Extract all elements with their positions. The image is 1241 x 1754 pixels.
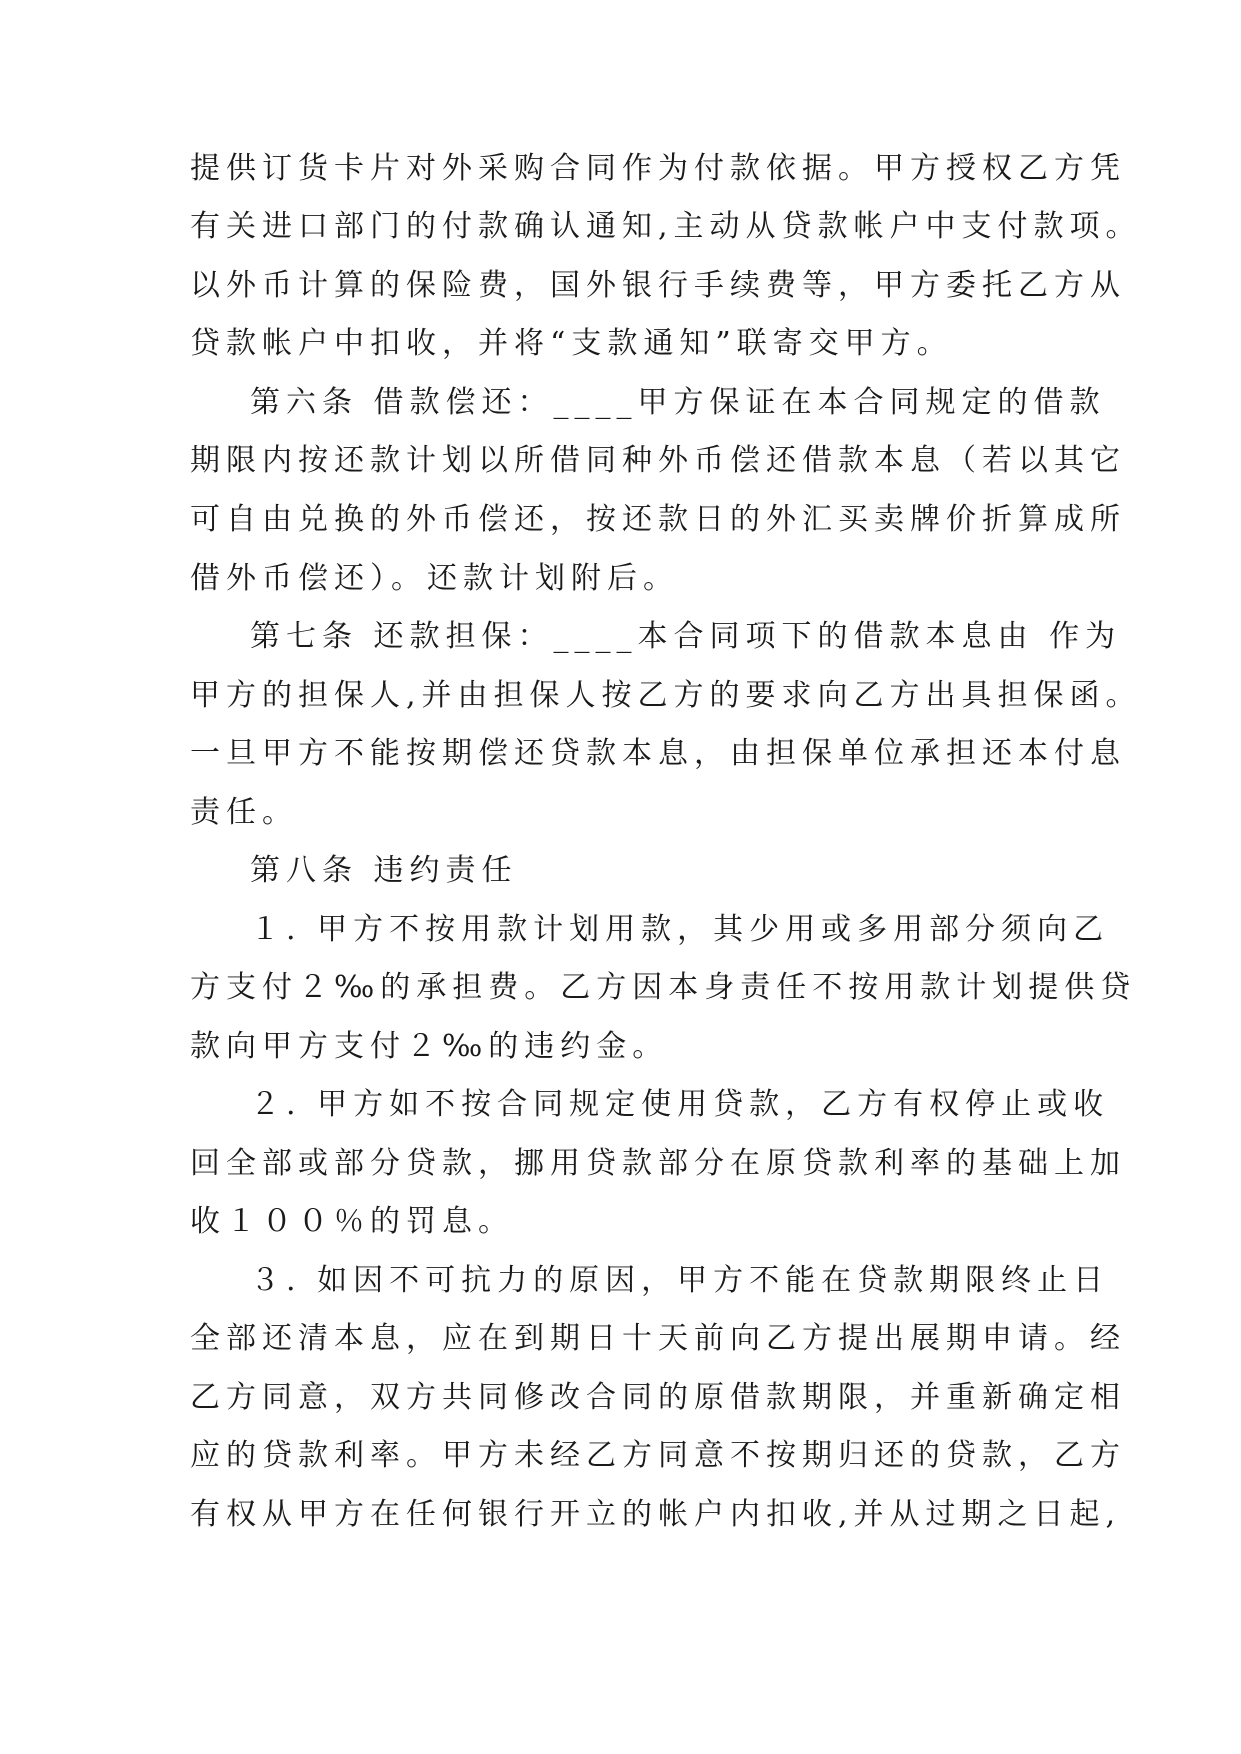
article-8-heading: 第八条 违约责任 [250, 853, 518, 888]
text-line: 全部还清本息，应在到期日十天前向乙方提出展期申请。经 [190, 1321, 1126, 1356]
text-line: 有权从甲方在任何银行开立的帐户内扣收,并从过期之日起, [190, 1497, 1122, 1532]
article-6-heading-line: 第六条 借款偿还：____甲方保证在本合同规定的借款 [250, 385, 1106, 420]
clause-2-line: ２. 甲方如不按合同规定使用贷款，乙方有权停止或收 [250, 1087, 1110, 1122]
text-line: 甲方的担保人,并由担保人按乙方的要求向乙方出具担保函。 [190, 678, 1142, 713]
text-line: 一旦甲方不能按期偿还贷款本息，由担保单位承担还本付息 [190, 736, 1126, 771]
text-line: 有关进口部门的付款确认通知,主动从贷款帐户中支付款项。 [190, 209, 1142, 244]
text-line: 期限内按还款计划以所借同种外币偿还借款本息（若以其它 [190, 443, 1126, 478]
clause-3-line: ３. 如因不可抗力的原因，甲方不能在贷款期限终止日 [250, 1263, 1110, 1298]
text-line: 责任。 [190, 795, 298, 830]
text-line: 方支付２‰的承担费。乙方因本身责任不按用款计划提供贷 [190, 970, 1137, 1005]
text-line: 以外币计算的保险费，国外银行手续费等，甲方委托乙方从 [190, 268, 1126, 303]
clause-1-line: １. 甲方不按用款计划用款，其少用或多用部分须向乙 [250, 912, 1110, 947]
text-line: 回全部或部分贷款，挪用贷款部分在原贷款利率的基础上加 [190, 1146, 1126, 1181]
article-7-heading-line: 第七条 还款担保：____本合同项下的借款本息由 作为 [250, 619, 1122, 654]
text-line: 应的贷款利率。甲方未经乙方同意不按期归还的贷款，乙方 [190, 1438, 1126, 1473]
text-line: 款向甲方支付２‰的违约金。 [190, 1029, 669, 1064]
text-line: 借外币偿还）。还款计划附后。 [190, 561, 679, 596]
text-line: 提供订货卡片对外采购合同作为付款依据。甲方授权乙方凭 [190, 151, 1126, 186]
text-line: 贷款帐户中扣收，并将“支款通知”联寄交甲方。 [190, 326, 953, 361]
text-line: 收１００％的罚息。 [190, 1204, 514, 1239]
text-line: 乙方同意，双方共同修改合同的原借款期限，并重新确定相 [190, 1380, 1126, 1415]
text-line: 可自由兑换的外币偿还，按还款日的外汇买卖牌价折算成所 [190, 502, 1126, 537]
